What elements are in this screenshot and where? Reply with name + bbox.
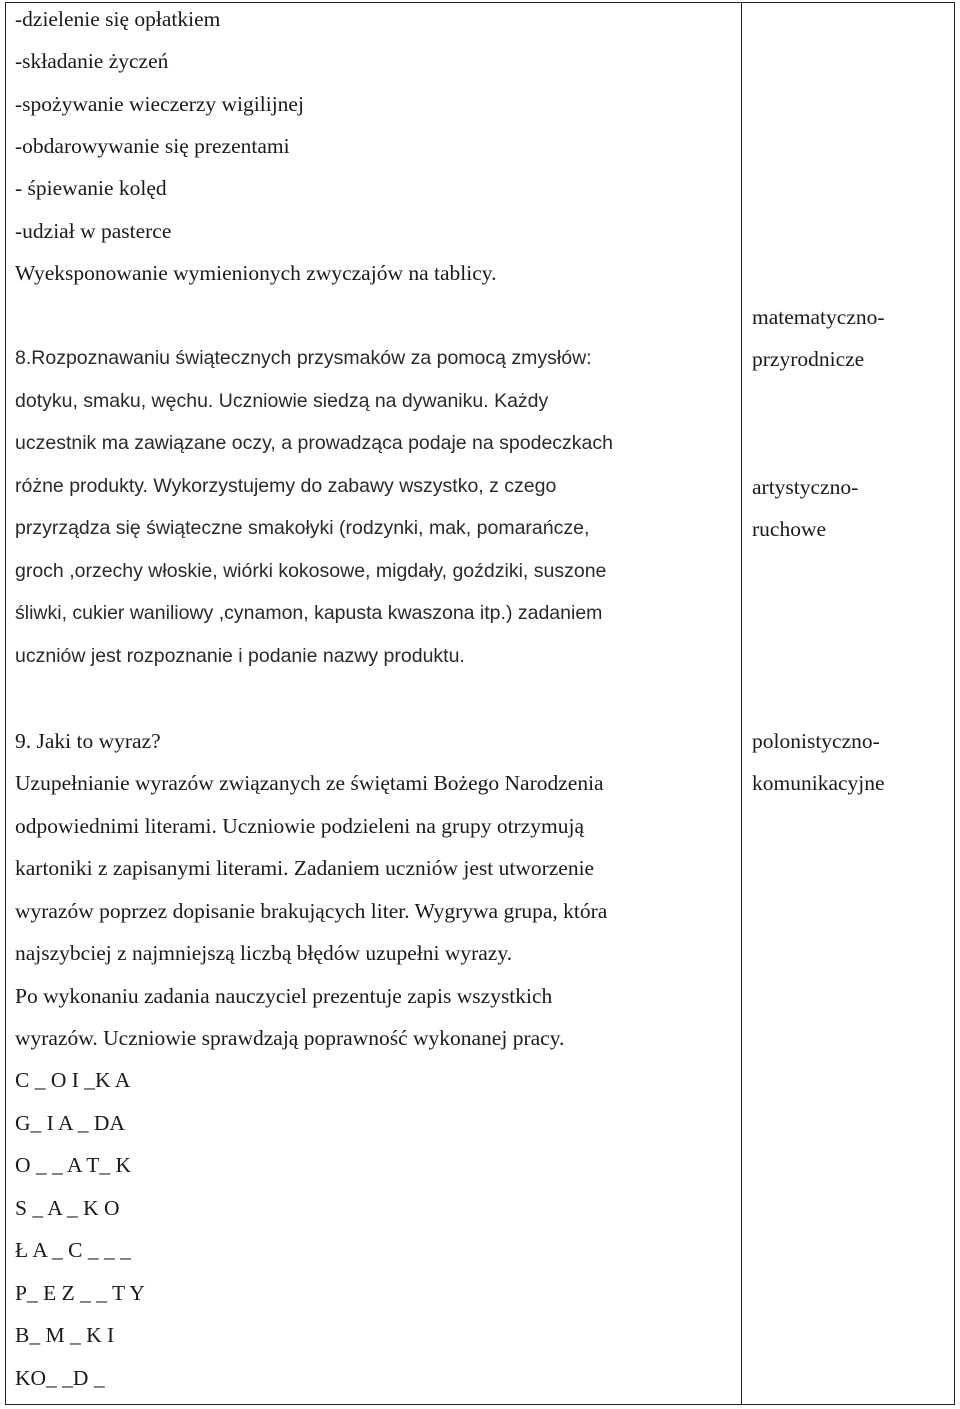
text-line: wyrazów poprzez dopisanie brakujących liter. Wygrywa grupa, która <box>15 899 608 923</box>
text-line: -dzielenie się opłatkiem <box>15 7 221 31</box>
text-line: kartoniki z zapisanymi literami. Zadaniem uczniów jest utworzenie <box>15 856 595 880</box>
text-line: Uzupełnianie wyrazów związanych ze świętami Bożego Narodzenia <box>15 771 604 795</box>
text-line: 9. Jaki to wyraz? <box>15 729 161 753</box>
text-line: Wyeksponowanie wymienionych zwyczajów na tablicy. <box>15 261 497 285</box>
puzzle-word: O _ _ A T_ K <box>15 1153 132 1177</box>
text-line: przyrządza się świąteczne smakołyki (rodzynki, mak, pomarańcze, <box>15 517 590 539</box>
category-label: przyrodnicze <box>752 347 865 371</box>
puzzle-word: G_ I A _ DA <box>15 1111 125 1135</box>
table-border <box>5 2 955 1405</box>
text-line: uczestnik ma zawiązane oczy, a prowadząca podaje na spodeczkach <box>15 432 613 454</box>
puzzle-word: Ł A _ C _ _ _ <box>15 1238 131 1262</box>
puzzle-word: C _ O I _K A <box>15 1068 131 1092</box>
text-line: - śpiewanie kolęd <box>15 176 167 200</box>
column-divider <box>741 2 742 1405</box>
text-line: -udział w pasterce <box>15 219 172 243</box>
text-line: -składanie życzeń <box>15 49 169 73</box>
puzzle-word: P_ E Z _ _ T Y <box>15 1281 145 1305</box>
text-line: -obdarowywanie się prezentami <box>15 134 290 158</box>
text-line: różne produkty. Wykorzystujemy do zabawy wszystko, z czego <box>15 475 557 497</box>
text-line: groch ,orzechy włoskie, wiórki kokosowe, migdały, goździki, suszone <box>15 560 607 582</box>
puzzle-word: KO_ _D _ <box>15 1366 105 1390</box>
text-line: wyrazów. Uczniowie sprawdzają poprawność wykonanej pracy. <box>15 1026 565 1050</box>
puzzle-word: B_ M _ K I <box>15 1323 115 1347</box>
text-line: Po wykonaniu zadania nauczyciel prezentuje zapis wszystkich <box>15 984 553 1008</box>
text-line: -spożywanie wieczerzy wigilijnej <box>15 92 304 116</box>
text-line: śliwki, cukier waniliowy ,cynamon, kapusta kwaszona itp.) zadaniem <box>15 602 603 624</box>
text-line: dotyku, smaku, węchu. Uczniowie siedzą na dywaniku. Każdy <box>15 390 549 412</box>
category-label: ruchowe <box>752 517 827 541</box>
category-label: komunikacyjne <box>752 771 885 795</box>
puzzle-word: S _ A _ K O <box>15 1196 120 1220</box>
text-line: najszybciej z najmniejszą liczbą błędów uzupełni wyrazy. <box>15 941 513 965</box>
category-label: artystyczno- <box>752 475 859 499</box>
category-label: matematyczno- <box>752 305 885 329</box>
text-line: 8.Rozpoznawaniu świątecznych przysmaków za pomocą zmysłów: <box>15 347 592 369</box>
text-line: odpowiednimi literami. Uczniowie podzieleni na grupy otrzymują <box>15 814 584 838</box>
category-label: polonistyczno- <box>752 729 880 753</box>
text-line: uczniów jest rozpoznanie i podanie nazwy produktu. <box>15 645 465 667</box>
